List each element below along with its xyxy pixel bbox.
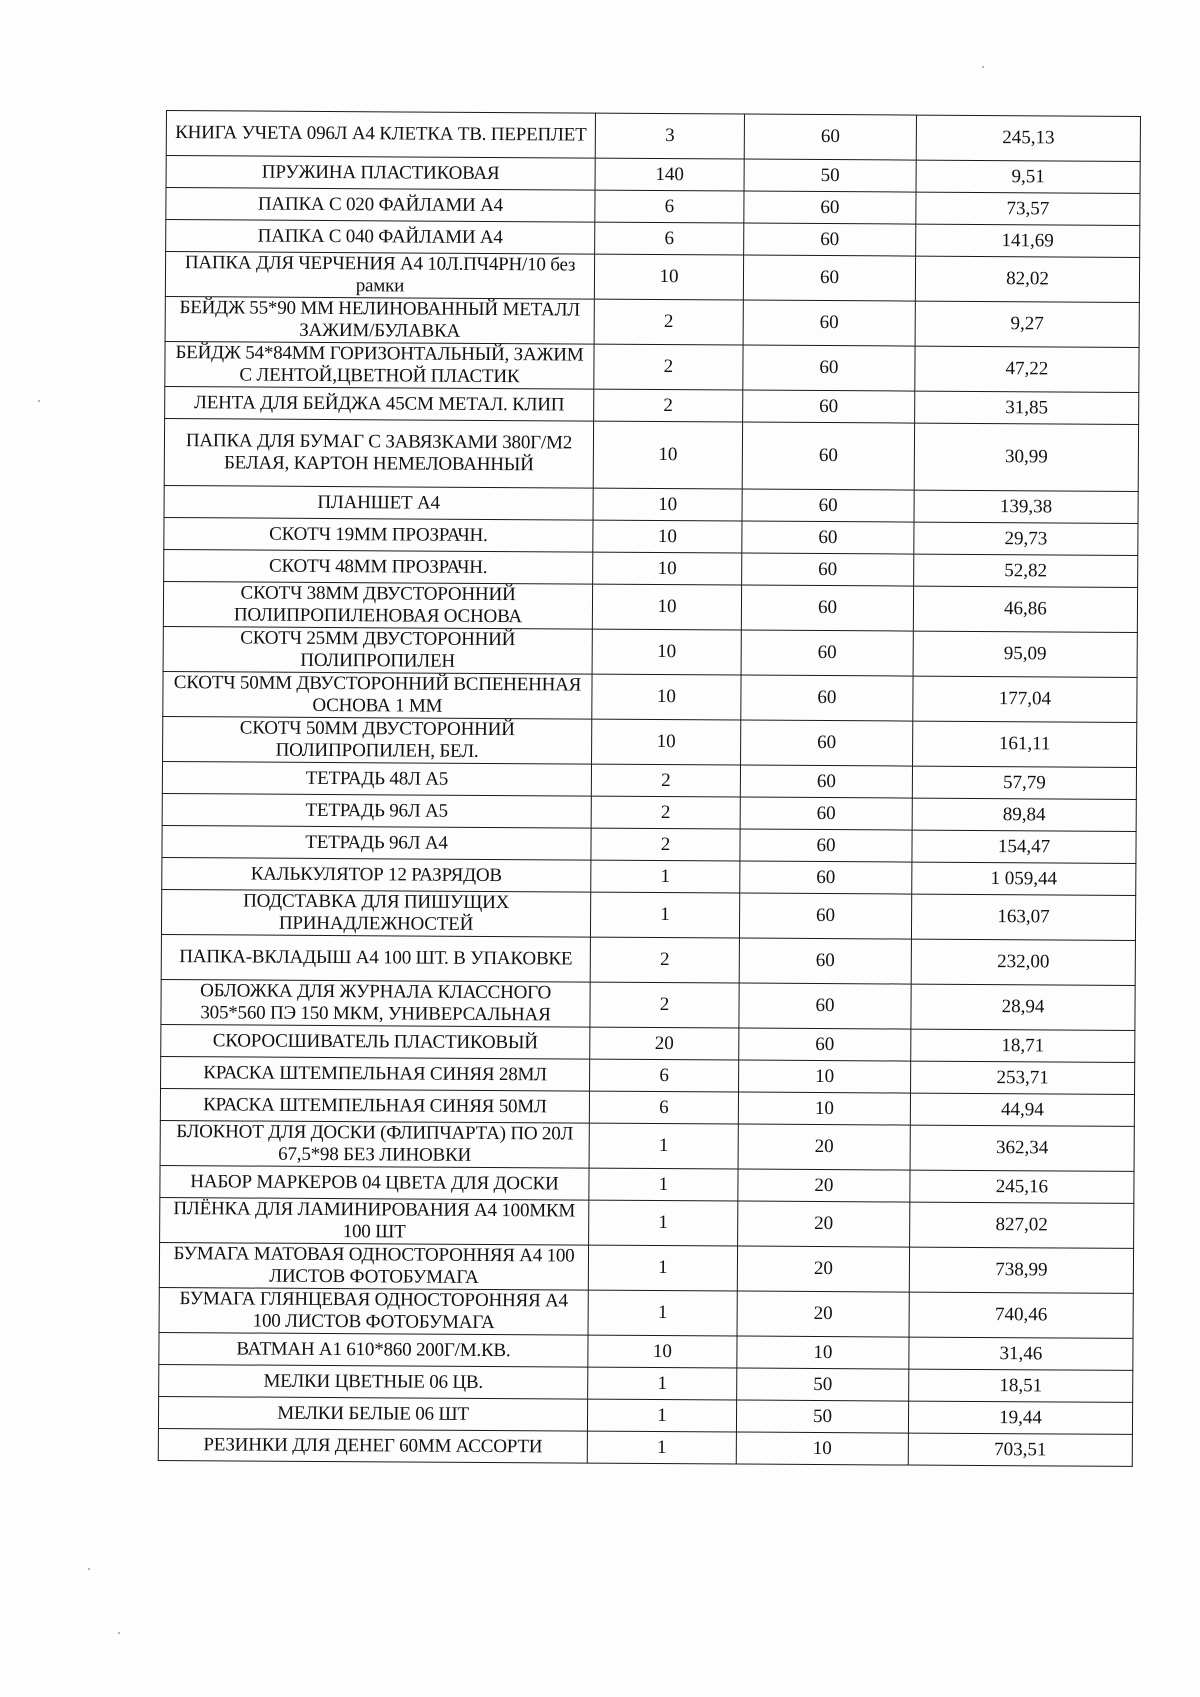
quantity-cell: 10 bbox=[592, 584, 741, 630]
quantity-cell: 10 bbox=[592, 629, 741, 675]
days-cell: 60 bbox=[742, 553, 914, 586]
table-row bbox=[161, 889, 1135, 940]
price-cell: 177,04 bbox=[913, 676, 1137, 722]
quantity-cell: 6 bbox=[595, 222, 744, 255]
price-cell: 139,38 bbox=[914, 490, 1138, 523]
item-name-cell: ПОДСТАВКА ДЛЯ ПИШУЩИХ ПРИНАДЛЕЖНОСТЕЙ bbox=[161, 889, 590, 937]
price-cell: 232,00 bbox=[911, 939, 1135, 985]
price-cell: 31,85 bbox=[915, 391, 1139, 424]
item-name-cell: ТЕТРАДЬ 96Л А5 bbox=[162, 793, 591, 828]
days-cell: 60 bbox=[744, 223, 916, 256]
item-name-cell: ПАПКА С 020 ФАЙЛАМИ А4 bbox=[166, 188, 595, 223]
table-row bbox=[165, 341, 1139, 392]
item-name-cell: РЕЗИНКИ ДЛЯ ДЕНЕГ 60ММ АССОРТИ bbox=[158, 1428, 587, 1463]
item-name-cell: ЛЕНТА ДЛЯ БЕЙДЖА 45СМ МЕТАЛ. КЛИП bbox=[165, 386, 594, 421]
price-cell: 9,27 bbox=[915, 301, 1139, 347]
days-cell: 10 bbox=[738, 1092, 910, 1125]
quantity-cell: 2 bbox=[594, 299, 743, 345]
table-row bbox=[161, 979, 1135, 1030]
quantity-cell: 6 bbox=[589, 1091, 738, 1124]
item-name-cell: БЕЙДЖ 54*84ММ ГОРИЗОНТАЛЬНЫЙ, ЗАЖИМ С ЛЕНТОЙ,ЦВЕТНОЙ ПЛАСТИК bbox=[165, 341, 594, 389]
item-name-cell: БЛОКНОТ ДЛЯ ДОСКИ (ФЛИПЧАРТА) ПО 20Л 67,5*98 БЕЗ ЛИНОВКИ bbox=[160, 1120, 589, 1168]
item-name-cell: ОБЛОЖКА ДЛЯ ЖУРНАЛА КЛАССНОГО 305*560 ПЭ 150 МКМ, УНИВЕРСАЛЬНАЯ bbox=[161, 979, 590, 1027]
table-row bbox=[161, 934, 1135, 985]
item-name-cell: ПАПКА ДЛЯ БУМАГ С ЗАВЯЗКАМИ 380Г/М2 БЕЛАЯ, КАРТОН НЕМЕЛОВАННЫЙ bbox=[164, 418, 593, 488]
item-name-cell: ПАПКА ДЛЯ ЧЕРЧЕНИЯ А4 10Л.ПЧ4РН/10 без рамки bbox=[165, 252, 594, 300]
table-row bbox=[160, 1197, 1134, 1248]
days-cell: 60 bbox=[739, 1028, 911, 1061]
quantity-cell: 1 bbox=[589, 1123, 738, 1169]
price-cell: 163,07 bbox=[911, 894, 1135, 940]
days-cell: 60 bbox=[744, 191, 916, 224]
price-cell: 95,09 bbox=[913, 631, 1137, 677]
item-name-cell: СКОРОСШИВАТЕЛЬ ПЛАСТИКОВЫЙ bbox=[161, 1024, 590, 1059]
days-cell: 20 bbox=[737, 1246, 909, 1292]
price-cell: 46,86 bbox=[913, 586, 1137, 632]
quantity-cell: 2 bbox=[591, 828, 740, 861]
price-cell: 141,69 bbox=[916, 224, 1140, 257]
price-cell: 827,02 bbox=[910, 1202, 1134, 1248]
days-cell: 60 bbox=[741, 720, 913, 766]
quantity-cell: 1 bbox=[588, 1245, 737, 1291]
days-cell: 20 bbox=[738, 1201, 910, 1247]
table-row bbox=[165, 296, 1139, 347]
days-cell: 60 bbox=[742, 422, 914, 490]
price-cell: 1 059,44 bbox=[912, 862, 1136, 895]
price-cell: 44,94 bbox=[910, 1093, 1134, 1126]
items-table-wrapper bbox=[158, 110, 1140, 1467]
price-cell: 29,73 bbox=[914, 522, 1138, 555]
price-cell: 18,51 bbox=[909, 1369, 1133, 1402]
item-name-cell: СКОТЧ 50ММ ДВУСТОРОННИЙ ВСПЕНЕННАЯ ОСНОВА 1 ММ bbox=[163, 671, 592, 719]
item-name-cell: КНИГА УЧЕТА 096Л А4 КЛЕТКА ТВ. ПЕРЕПЛЕТ bbox=[166, 111, 595, 159]
days-cell: 20 bbox=[738, 1169, 910, 1202]
table-row bbox=[159, 1287, 1133, 1338]
item-name-cell: КРАСКА ШТЕМПЕЛЬНАЯ СИНЯЯ 50МЛ bbox=[160, 1088, 589, 1123]
price-cell: 253,71 bbox=[911, 1061, 1135, 1094]
days-cell: 60 bbox=[740, 765, 912, 798]
table-row bbox=[159, 1242, 1133, 1293]
quantity-cell: 10 bbox=[592, 719, 741, 765]
scan-speck bbox=[982, 66, 984, 68]
quantity-cell: 10 bbox=[594, 254, 743, 300]
price-cell: 362,34 bbox=[910, 1125, 1134, 1171]
quantity-cell: 1 bbox=[589, 1168, 738, 1201]
item-name-cell: БУМАГА ГЛЯНЦЕВАЯ ОДНОСТОРОННЯЯ А4 100 ЛИСТОВ ФОТОБУМАГА bbox=[159, 1287, 588, 1335]
days-cell: 20 bbox=[737, 1291, 909, 1337]
quantity-cell: 10 bbox=[588, 1335, 737, 1368]
price-cell: 703,51 bbox=[908, 1433, 1132, 1466]
days-cell: 50 bbox=[744, 159, 916, 192]
days-cell: 60 bbox=[742, 521, 914, 554]
days-cell: 60 bbox=[740, 797, 912, 830]
price-cell: 161,11 bbox=[913, 721, 1137, 767]
days-cell: 20 bbox=[738, 1124, 910, 1170]
table-row bbox=[160, 1120, 1134, 1171]
item-name-cell: ПЛЁНКА ДЛЯ ЛАМИНИРОВАНИЯ А4 100МКМ 100 ШТ bbox=[160, 1197, 589, 1245]
quantity-cell: 2 bbox=[591, 796, 740, 829]
days-cell: 50 bbox=[737, 1368, 909, 1401]
days-cell: 60 bbox=[739, 938, 911, 984]
scan-speck bbox=[38, 400, 40, 402]
days-cell: 60 bbox=[739, 893, 911, 939]
price-cell: 740,46 bbox=[909, 1292, 1133, 1338]
item-name-cell: КРАСКА ШТЕМПЕЛЬНАЯ СИНЯЯ 28МЛ bbox=[161, 1056, 590, 1091]
price-cell: 9,51 bbox=[916, 160, 1140, 193]
days-cell: 60 bbox=[740, 829, 912, 862]
price-cell: 73,57 bbox=[916, 192, 1140, 225]
price-cell: 30,99 bbox=[914, 423, 1138, 491]
items-table bbox=[158, 110, 1141, 1467]
quantity-cell: 1 bbox=[588, 1367, 737, 1400]
quantity-cell: 10 bbox=[593, 421, 742, 489]
days-cell: 60 bbox=[739, 983, 911, 1029]
quantity-cell: 2 bbox=[594, 389, 743, 422]
item-name-cell: СКОТЧ 25ММ ДВУСТОРОННИЙ ПОЛИПРОПИЛЕН bbox=[163, 626, 592, 674]
items-table-body bbox=[158, 111, 1140, 1467]
item-name-cell: ПАПКА-ВКЛАДЫШ А4 100 ШТ. В УПАКОВКЕ bbox=[161, 934, 590, 982]
days-cell: 10 bbox=[737, 1336, 909, 1369]
price-cell: 31,46 bbox=[909, 1337, 1133, 1370]
item-name-cell: ПАПКА С 040 ФАЙЛАМИ А4 bbox=[166, 220, 595, 255]
days-cell: 60 bbox=[742, 489, 914, 522]
item-name-cell: БЕЙДЖ 55*90 ММ НЕЛИНОВАННЫЙ МЕТАЛЛ ЗАЖИМ/БУЛАВКА bbox=[165, 296, 594, 344]
days-cell: 60 bbox=[741, 675, 913, 721]
quantity-cell: 10 bbox=[593, 552, 742, 585]
item-name-cell: СКОТЧ 38ММ ДВУСТОРОННИЙ ПОЛИПРОПИЛЕНОВАЯ ОСНОВА bbox=[163, 581, 592, 629]
item-name-cell: ПРУЖИНА ПЛАСТИКОВАЯ bbox=[166, 156, 595, 191]
quantity-cell: 1 bbox=[587, 1399, 736, 1432]
price-cell: 57,79 bbox=[912, 766, 1136, 799]
price-cell: 245,13 bbox=[916, 115, 1140, 161]
price-cell: 18,71 bbox=[911, 1029, 1135, 1062]
table-row bbox=[158, 1428, 1132, 1466]
quantity-cell: 2 bbox=[590, 937, 739, 983]
quantity-cell: 6 bbox=[590, 1059, 739, 1092]
table-row bbox=[164, 418, 1138, 491]
quantity-cell: 1 bbox=[587, 1431, 736, 1464]
quantity-cell: 1 bbox=[589, 1200, 738, 1246]
item-name-cell: МЕЛКИ ЦВЕТНЫЕ 06 ЦВ. bbox=[159, 1364, 588, 1399]
days-cell: 60 bbox=[740, 861, 912, 894]
days-cell: 10 bbox=[736, 1432, 908, 1465]
days-cell: 10 bbox=[739, 1060, 911, 1093]
price-cell: 154,47 bbox=[912, 830, 1136, 863]
price-cell: 28,94 bbox=[911, 984, 1135, 1030]
item-name-cell: СКОТЧ 50ММ ДВУСТОРОННИЙ ПОЛИПРОПИЛЕН, БЕЛ. bbox=[163, 716, 592, 764]
quantity-cell: 2 bbox=[591, 764, 740, 797]
quantity-cell: 1 bbox=[590, 892, 739, 938]
quantity-cell: 3 bbox=[595, 113, 744, 159]
quantity-cell: 2 bbox=[590, 982, 739, 1028]
table-row bbox=[163, 716, 1137, 767]
quantity-cell: 140 bbox=[595, 158, 744, 191]
price-cell: 738,99 bbox=[909, 1247, 1133, 1293]
table-row bbox=[165, 252, 1139, 303]
price-cell: 52,82 bbox=[914, 554, 1138, 587]
price-cell: 245,16 bbox=[910, 1170, 1134, 1203]
item-name-cell: ТЕТРАДЬ 48Л А5 bbox=[162, 761, 591, 796]
item-name-cell: ПЛАНШЕТ А4 bbox=[164, 485, 593, 520]
item-name-cell: ВАТМАН А1 610*860 200Г/М.КВ. bbox=[159, 1332, 588, 1367]
days-cell: 60 bbox=[741, 585, 913, 631]
days-cell: 60 bbox=[743, 390, 915, 423]
quantity-cell: 6 bbox=[595, 190, 744, 223]
price-cell: 19,44 bbox=[908, 1401, 1132, 1434]
item-name-cell: ТЕТРАДЬ 96Л А4 bbox=[162, 825, 591, 860]
table-row bbox=[163, 626, 1137, 677]
price-cell: 82,02 bbox=[915, 256, 1139, 302]
price-cell: 47,22 bbox=[915, 346, 1139, 392]
item-name-cell: МЕЛКИ БЕЛЫЕ 06 ШТ bbox=[158, 1396, 587, 1431]
quantity-cell: 10 bbox=[593, 520, 742, 553]
item-name-cell: КАЛЬКУЛЯТОР 12 РАЗРЯДОВ bbox=[162, 857, 591, 892]
item-name-cell: СКОТЧ 48ММ ПРОЗРАЧН. bbox=[164, 549, 593, 584]
table-row bbox=[163, 581, 1137, 632]
quantity-cell: 10 bbox=[593, 488, 742, 521]
days-cell: 60 bbox=[744, 114, 916, 160]
days-cell: 60 bbox=[741, 630, 913, 676]
item-name-cell: БУМАГА МАТОВАЯ ОДНОСТОРОННЯЯ А4 100 ЛИСТОВ ФОТОБУМАГА bbox=[159, 1242, 588, 1290]
quantity-cell: 1 bbox=[591, 860, 740, 893]
price-cell: 89,84 bbox=[912, 798, 1136, 831]
quantity-cell: 2 bbox=[594, 344, 743, 390]
quantity-cell: 20 bbox=[590, 1027, 739, 1060]
scan-speck bbox=[88, 1568, 90, 1570]
quantity-cell: 1 bbox=[588, 1290, 737, 1336]
table-row bbox=[163, 671, 1137, 722]
days-cell: 60 bbox=[743, 345, 915, 391]
item-name-cell: СКОТЧ 19ММ ПРОЗРАЧН. bbox=[164, 517, 593, 552]
scan-speck bbox=[118, 1632, 120, 1634]
item-name-cell: НАБОР МАРКЕРОВ 04 ЦВЕТА ДЛЯ ДОСКИ bbox=[160, 1165, 589, 1200]
quantity-cell: 10 bbox=[592, 674, 741, 720]
days-cell: 60 bbox=[743, 255, 915, 301]
days-cell: 50 bbox=[736, 1400, 908, 1433]
table-row bbox=[166, 111, 1140, 162]
days-cell: 60 bbox=[743, 300, 915, 346]
